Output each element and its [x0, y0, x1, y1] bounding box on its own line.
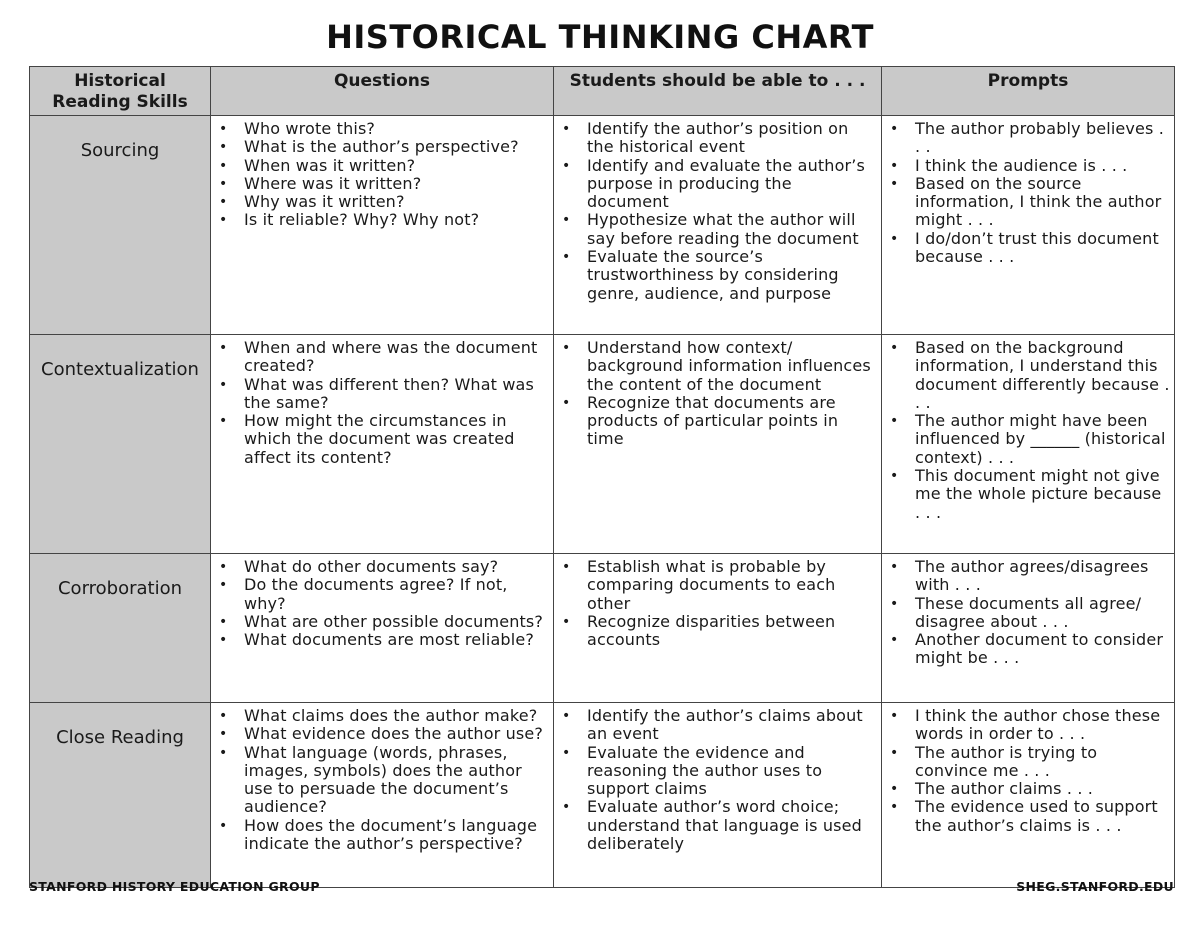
- page-title: HISTORICAL THINKING CHART: [326, 18, 874, 56]
- list-item: • What claims does the author make?: [215, 707, 549, 725]
- row-contextualization: [30, 335, 1175, 554]
- list-item: • What documents are most reliable?: [215, 631, 549, 649]
- list-item: • Another document to consider might be . . .: [886, 631, 1170, 668]
- list-item: • Understand how context/ background information influences the content of the document: [558, 339, 877, 394]
- list-item: • Who wrote this?: [215, 120, 549, 138]
- row-sourcing: [30, 116, 1175, 335]
- historical-thinking-table: [29, 66, 1175, 888]
- row-corroboration: [30, 554, 1175, 703]
- skill-label: Contextualization: [41, 359, 199, 380]
- skill-label: Corroboration: [57, 578, 183, 599]
- list-item: • What do other documents say?: [215, 558, 549, 576]
- prompts-list: [886, 339, 1170, 522]
- list-item: • Based on the source information, I think the author might . . .: [886, 175, 1170, 230]
- students-cell: [554, 335, 882, 554]
- column-header-prompts: Prompts: [882, 67, 1175, 116]
- list-item: • Identify and evaluate the author’s purpose in producing the document: [558, 157, 877, 212]
- questions-cell: [211, 116, 554, 335]
- column-header-students: Students should be able to . . .: [554, 67, 882, 116]
- skill-label: Close Reading: [56, 727, 184, 748]
- students-list: [558, 339, 877, 449]
- skill-cell: [30, 703, 211, 888]
- skill-label: Sourcing: [80, 140, 160, 161]
- students-list: [558, 558, 877, 649]
- questions-cell: [211, 335, 554, 554]
- column-header-skills: Historical Reading Skills: [30, 67, 211, 116]
- list-item: • I do/don’t trust this document because . . .: [886, 230, 1170, 267]
- list-item: • Identify the author’s claims about an event: [558, 707, 877, 744]
- list-item: • How does the document’s language indicate the author’s perspective?: [215, 817, 549, 854]
- row-close-reading: [30, 703, 1175, 888]
- footer-organization: STANFORD HISTORY EDUCATION GROUP: [29, 879, 320, 894]
- questions-list: [215, 707, 549, 853]
- list-item: • Recognize disparities between accounts: [558, 613, 877, 650]
- skill-cell: [30, 116, 211, 335]
- list-item: • Identify the author’s position on the historical event: [558, 120, 877, 157]
- questions-list: [215, 558, 549, 649]
- list-item: • Evaluate the source’s trustworthiness by considering genre, audience, and purpose: [558, 248, 877, 303]
- list-item: • These documents all agree/ disagree about . . .: [886, 595, 1170, 632]
- students-cell: [554, 703, 882, 888]
- questions-list: [215, 120, 549, 230]
- questions-cell: [211, 703, 554, 888]
- list-item: • Recognize that documents are products of particular points in time: [558, 394, 877, 449]
- list-item: • Establish what is probable by comparing documents to each other: [558, 558, 877, 613]
- prompts-list: [886, 120, 1170, 266]
- list-item: • What language (words, phrases, images, symbols) does the author use to persuade the document’s audience?: [215, 744, 549, 817]
- prompts-cell: [882, 703, 1175, 888]
- list-item: • What evidence does the author use?: [215, 725, 549, 743]
- list-item: • Do the documents agree? If not, why?: [215, 576, 549, 613]
- list-item: • Why was it written?: [215, 193, 549, 211]
- list-item: • Based on the background information, I understand this document differently because . . .: [886, 339, 1170, 412]
- list-item: • The author is trying to convince me . . .: [886, 744, 1170, 781]
- students-list: [558, 707, 877, 853]
- footer-website: SHEG.STANFORD.EDU: [1016, 879, 1174, 894]
- list-item: • Evaluate the evidence and reasoning the author uses to support claims: [558, 744, 877, 799]
- questions-cell: [211, 554, 554, 703]
- questions-list: [215, 339, 549, 467]
- list-item: • Is it reliable? Why? Why not?: [215, 211, 549, 229]
- students-list: [558, 120, 877, 303]
- list-item: • This document might not give me the whole picture because . . .: [886, 467, 1170, 522]
- list-item: • The evidence used to support the author’s claims is . . .: [886, 798, 1170, 835]
- skill-cell: [30, 554, 211, 703]
- list-item: • I think the author chose these words in order to . . .: [886, 707, 1170, 744]
- students-cell: [554, 554, 882, 703]
- skill-cell: [30, 335, 211, 554]
- prompts-list: [886, 707, 1170, 835]
- prompts-cell: [882, 554, 1175, 703]
- header-row: [30, 67, 1175, 116]
- list-item: • The author might have been influenced by ______ (historical context) . . .: [886, 412, 1170, 467]
- prompts-cell: [882, 116, 1175, 335]
- list-item: • How might the circumstances in which the document was created affect its content?: [215, 412, 549, 467]
- list-item: • What is the author’s perspective?: [215, 138, 549, 156]
- list-item: • Evaluate author’s word choice; understand that language is used deliberately: [558, 798, 877, 853]
- students-cell: [554, 116, 882, 335]
- list-item: • Hypothesize what the author will say before reading the document: [558, 211, 877, 248]
- list-item: • When and where was the document created?: [215, 339, 549, 376]
- prompts-list: [886, 558, 1170, 668]
- list-item: • The author agrees/disagrees with . . .: [886, 558, 1170, 595]
- list-item: • Where was it written?: [215, 175, 549, 193]
- list-item: • What was different then? What was the same?: [215, 376, 549, 413]
- list-item: • When was it written?: [215, 157, 549, 175]
- list-item: • The author claims . . .: [886, 780, 1170, 798]
- prompts-cell: [882, 335, 1175, 554]
- list-item: • I think the audience is . . .: [886, 157, 1170, 175]
- list-item: • The author probably believes . . .: [886, 120, 1170, 157]
- list-item: • What are other possible documents?: [215, 613, 549, 631]
- column-header-questions: Questions: [211, 67, 554, 116]
